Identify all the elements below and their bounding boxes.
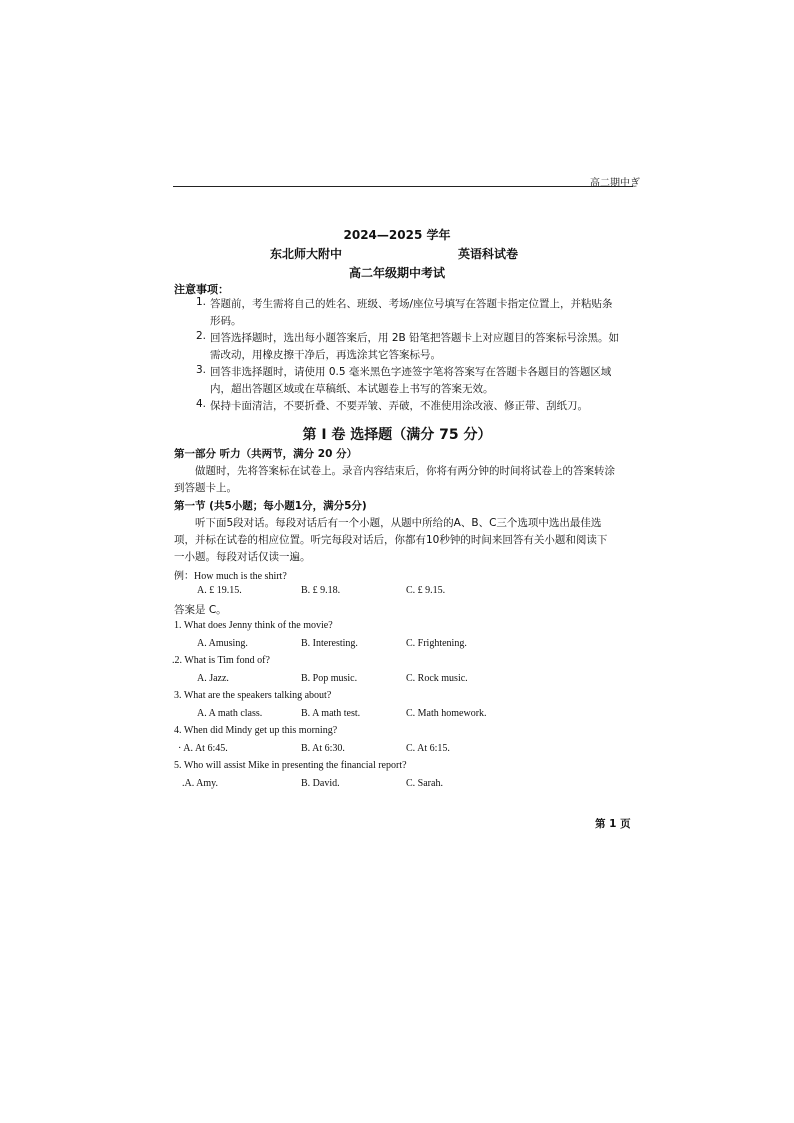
question-4-option-a: · A. At 6:45.: [178, 743, 228, 754]
question-5-option-c: C. Sarah.: [406, 778, 443, 789]
question-2-option-b: B. Pop music.: [301, 673, 358, 684]
question-3: 3. What are the speakers talking about?: [174, 690, 332, 701]
section1-intro-line: 一小题。每段对话仅读一遍。: [174, 551, 311, 563]
part1-intro-line: 做题时，先将答案标在试卷上。录音内容结束后，你将有两分钟的时间将试卷上的答案转涂: [195, 465, 615, 477]
question-1-option-a: A. Amusing.: [197, 638, 248, 649]
notice-line: 回答非选择题时，请使用 0.5 毫米黑色字迹签字笔将答案写在答题卡各题目的答题区域: [210, 366, 612, 378]
notice-line: 需改动，用橡皮擦干净后，再选涂其它答案标号。: [210, 349, 441, 361]
notice-number: 2.: [196, 330, 207, 342]
question-4: 4. When did Mindy get up this morning?: [174, 725, 338, 736]
question-2-option-c: C. Rock music.: [406, 673, 468, 684]
question-3-option-b: B. A math test.: [301, 708, 361, 719]
question-3-option-a: A. A math class.: [197, 708, 263, 719]
section1-intro-line: 听下面5段对话。每段对话后有一个小题，从题中所给的A、B、C三个选项中选出最佳选: [195, 517, 602, 529]
question-1-option-c: C. Frightening.: [406, 638, 467, 649]
section1-heading: 第一节 (共5小题；每小题1分，满分5分): [174, 500, 367, 512]
question-5: 5. Who will assist Mike in presenting the financial report?: [174, 760, 407, 771]
subject-name: 英语科试卷: [458, 247, 519, 261]
page-number: 第 1 页: [595, 818, 631, 830]
example-question: 例：How much is the shirt?: [174, 571, 287, 582]
notice-heading: 注意事项：: [174, 283, 229, 296]
section1-intro-line: 项，并标在试卷的相应位置。听完每段对话后，你都有10秒钟的时间来回答有关小题和阅读下: [174, 534, 608, 546]
example-option-a: A. £ 19.15.: [197, 585, 242, 596]
school-year: 2024—2025 学年: [343, 228, 451, 242]
question-2: .2. What is Tim fond of?: [172, 655, 270, 666]
header-rule: [173, 186, 633, 187]
notice-line: 回答选择题时，选出每小题答案后，用 2B 铅笔把答题卡上对应题目的答案标号涂黑。如: [210, 332, 620, 344]
running-head: 高二期中ぎ: [590, 178, 640, 189]
volume-heading: 第 I 卷 选择题（满分 75 分）: [302, 427, 492, 443]
notice-number: 1.: [196, 296, 207, 308]
notice-number: 3.: [196, 364, 207, 376]
exam-title: 高二年级期中考试: [348, 266, 445, 280]
notice-line: 答题前，考生需将自己的姓名、班级、考场/座位号填写在答题卡指定位置上，并粘贴条: [210, 298, 613, 310]
question-1: 1. What does Jenny think of the movie?: [174, 620, 333, 631]
part1-intro-line: 到答题卡上。: [174, 482, 237, 494]
question-1-option-b: B. Interesting.: [301, 638, 358, 649]
example-option-c: C. £ 9.15.: [406, 585, 446, 596]
school-name: 东北师大附中: [270, 247, 343, 261]
question-4-option-b: B. At 6:30.: [301, 743, 345, 754]
notice-number: 4.: [196, 398, 207, 410]
notice-line: 形码。: [210, 315, 242, 327]
example-option-b: B. £ 9.18.: [301, 585, 341, 596]
question-2-option-a: A. Jazz.: [197, 673, 229, 684]
question-5-option-a: .A. Amy.: [182, 778, 219, 789]
question-4-option-c: C. At 6:15.: [406, 743, 450, 754]
question-5-option-b: B. David.: [301, 778, 340, 789]
part1-heading: 第一部分 听力（共两节，满分 20 分）: [174, 448, 358, 460]
notice-line: 保持卡面清洁，不要折叠、不要弄皱、弄破，不准使用涂改液、修正带、刮纸刀。: [210, 400, 588, 412]
example-answer: 答案是 C。: [174, 604, 227, 616]
notice-line: 内，超出答题区域或在草稿纸、本试题卷上书写的答案无效。: [210, 383, 494, 395]
question-3-option-c: C. Math homework.: [406, 708, 487, 719]
